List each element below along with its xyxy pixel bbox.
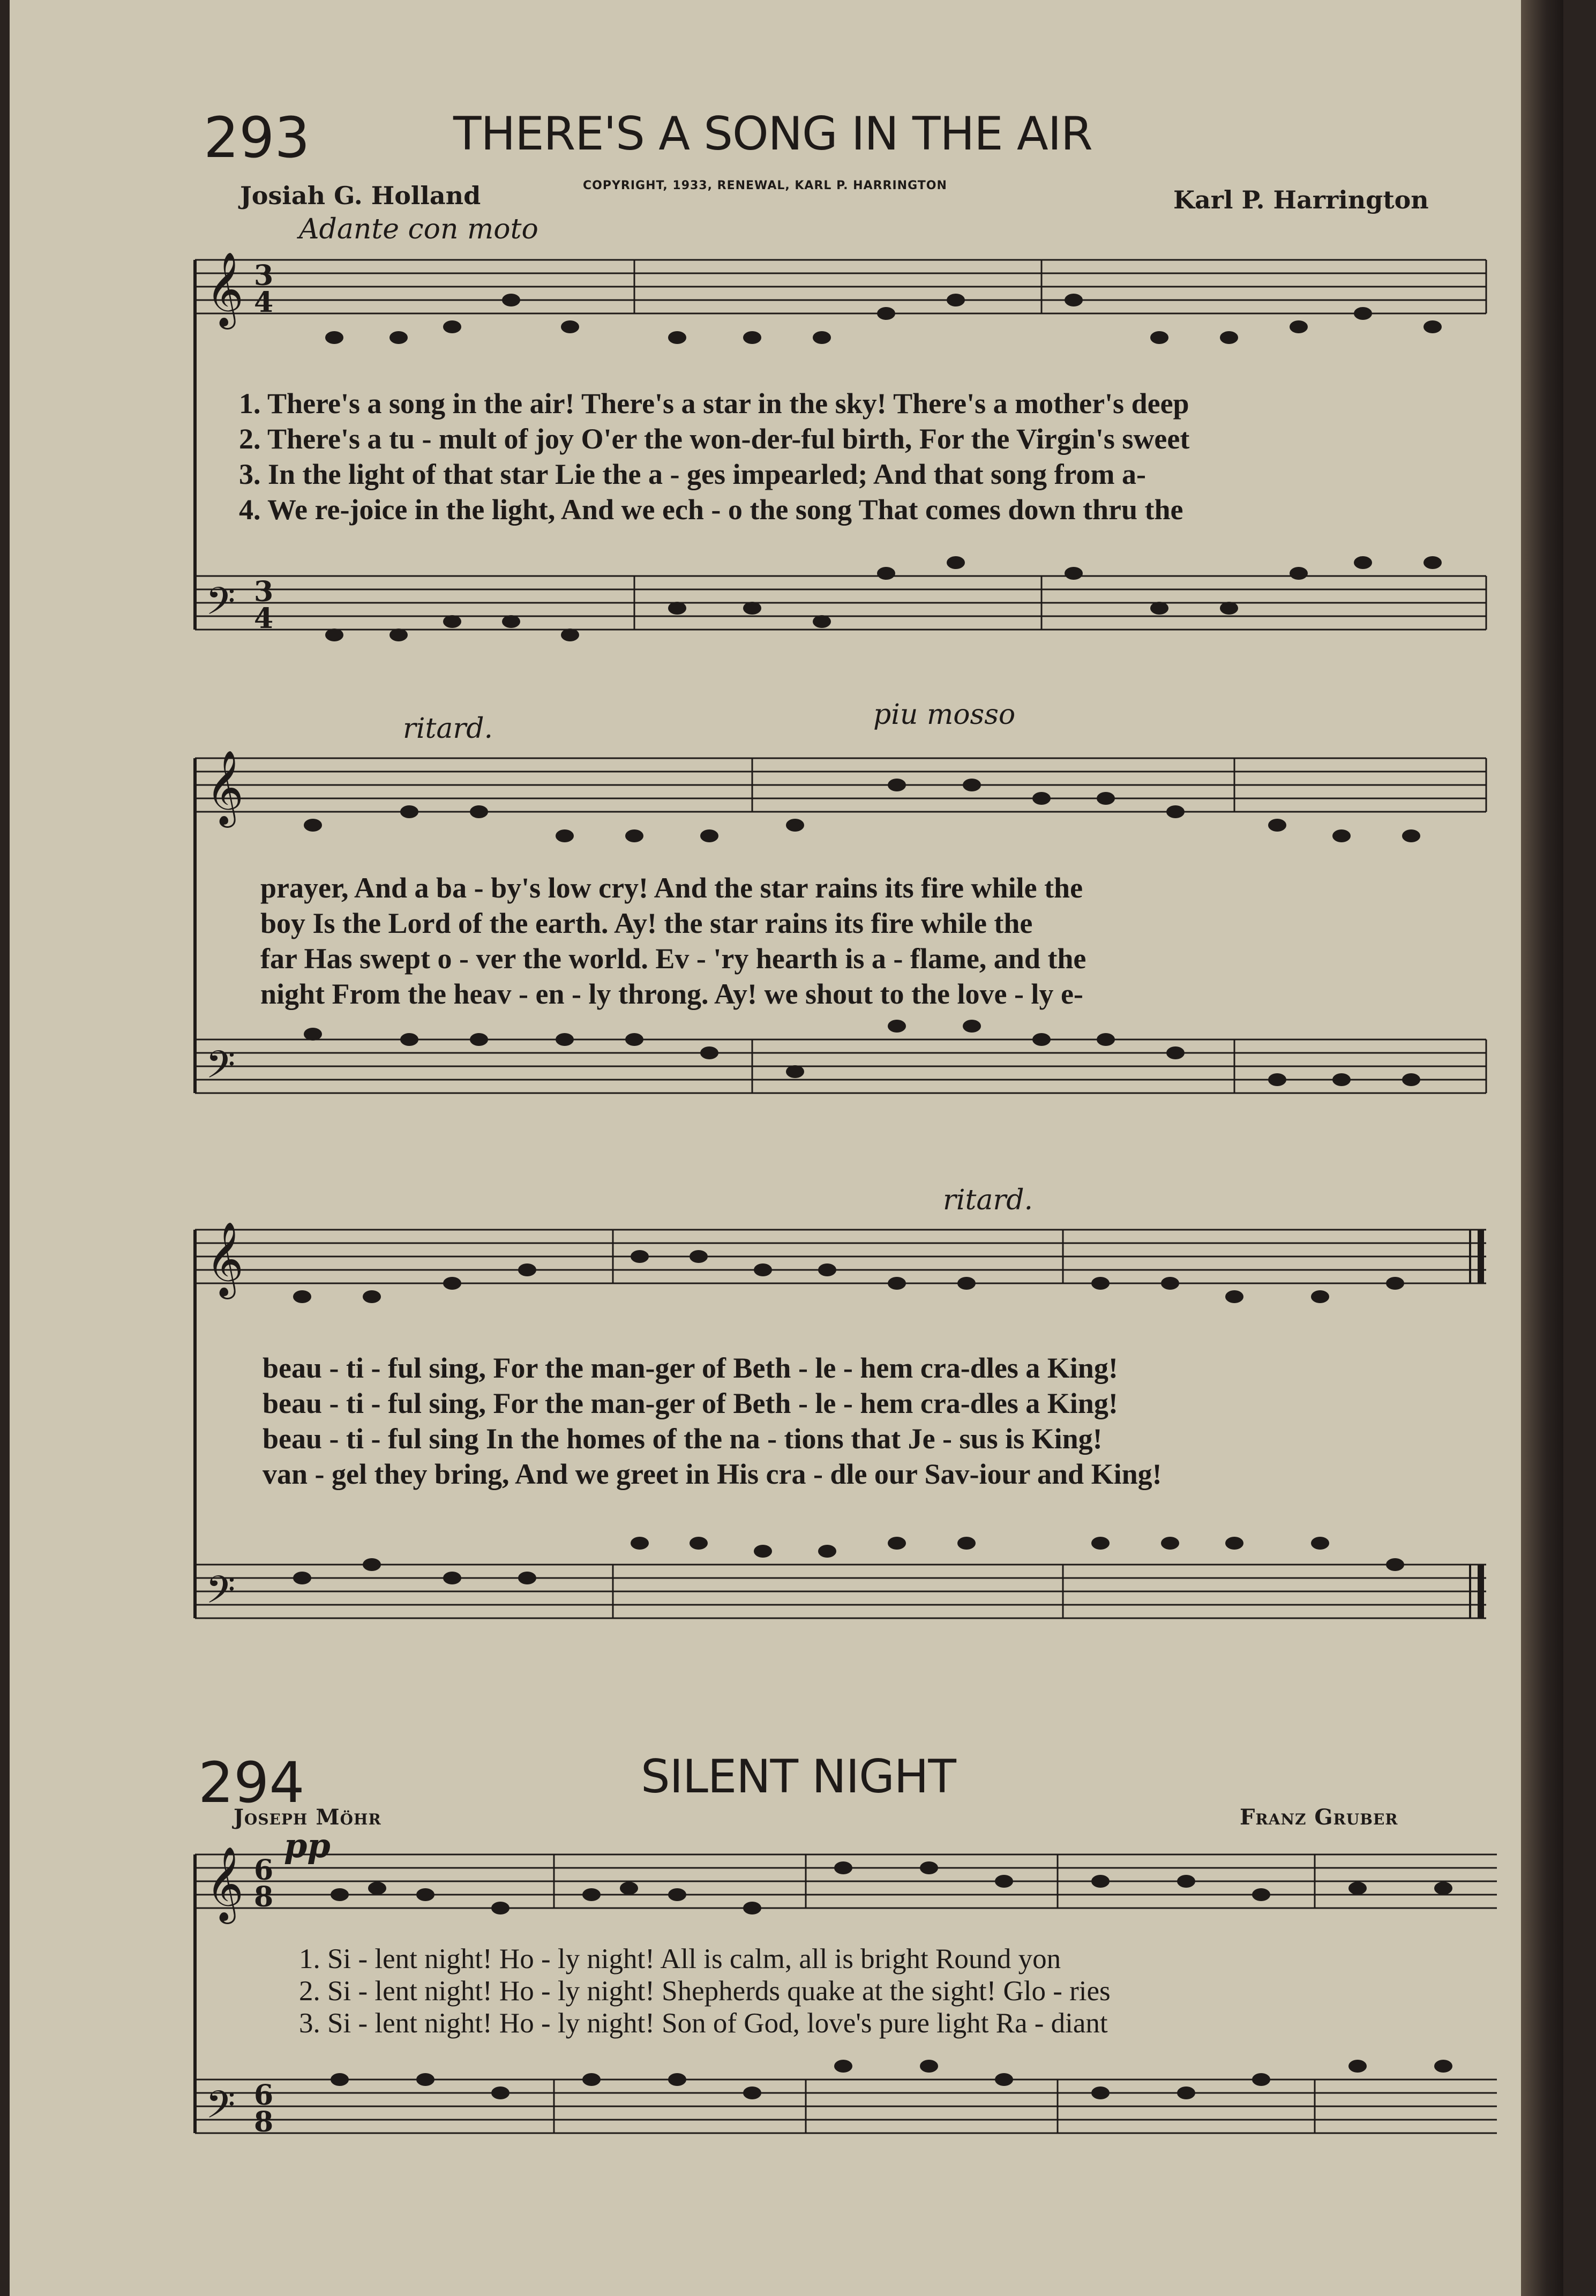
hymnal-page bbox=[10, 0, 1563, 2296]
hymn-294-composer: Franz Gruber bbox=[1240, 1805, 1398, 1830]
svg-text:𝄢: 𝄢 bbox=[206, 579, 236, 633]
hymn-293-verse-3-line-3: beau - ti - ful sing In the homes of the na - tions that Je - sus is King! bbox=[263, 1423, 1103, 1455]
hymn-294-verse-2: 2. Si - lent night! Ho - ly night! Shepherds quake at the sight! Glo - ries bbox=[299, 1976, 1111, 2007]
hymn-293-verse-1-line-2: prayer, And a ba - by's low cry! And the star rains its fire while the bbox=[260, 872, 1083, 904]
hymn-293-verse-2-line-2: boy Is the Lord of the earth. Ay! the star rains its fire while the bbox=[260, 907, 1033, 939]
hymn-293-number: 293 bbox=[204, 105, 310, 170]
hymn-294-author: Joseph Möhr bbox=[234, 1805, 381, 1830]
svg-text:𝄞: 𝄞 bbox=[206, 1222, 244, 1296]
hymn-293-verse-4-line-3: van - gel they bring, And we greet in His cra - dle our Sav-iour and King! bbox=[263, 1458, 1162, 1490]
hymn-293-verse-3-line-1: 3. In the light of that star Lie the a - ges impearled; And that song from a- bbox=[239, 458, 1146, 490]
svg-text:𝄢: 𝄢 bbox=[206, 2083, 236, 2136]
svg-text:𝄞: 𝄞 bbox=[206, 750, 244, 825]
book-spine-edge bbox=[1521, 0, 1563, 2296]
hymn-293-verse-2-line-3: beau - ti - ful sing, For the man-ger of Beth - le - hem cra-dles a King! bbox=[263, 1387, 1118, 1419]
hymn-294-number: 294 bbox=[198, 1750, 305, 1815]
svg-text:6: 6 bbox=[254, 2079, 274, 2112]
ritard-marking-1: ritard. bbox=[403, 713, 493, 745]
dynamic-pp: pp bbox=[284, 1826, 331, 1865]
hymn-293-copyright: COPYRIGHT, 1933, RENEWAL, KARL P. HARRINGTON bbox=[583, 179, 947, 192]
svg-text:𝄞: 𝄞 bbox=[206, 1846, 244, 1921]
svg-text:3: 3 bbox=[254, 575, 274, 608]
svg-text:4: 4 bbox=[254, 602, 274, 635]
svg-text:3: 3 bbox=[254, 259, 274, 292]
hymn-294-title: SILENT NIGHT bbox=[641, 1750, 956, 1804]
hymn-293-verse-1-line-3: beau - ti - ful sing, For the man-ger of Beth - le - hem cra-dles a King! bbox=[263, 1352, 1118, 1384]
hymn-293-title: THERE'S A SONG IN THE AIR bbox=[453, 107, 1092, 161]
svg-text:𝄞: 𝄞 bbox=[206, 252, 244, 326]
hymn-293-tempo: Adante con moto bbox=[299, 213, 538, 245]
svg-text:𝄢: 𝄢 bbox=[206, 1568, 236, 1621]
hymn-293-verse-2-line-1: 2. There's a tu - mult of joy O'er the won-der-ful birth, For the Virgin's sweet bbox=[239, 423, 1190, 455]
hymn-293-author: Josiah G. Holland bbox=[240, 181, 481, 210]
hymn-293-verse-4-line-2: night From the heav - en - ly throng. Ay! we shout to the love - ly e- bbox=[260, 978, 1083, 1010]
piu-mosso-marking: piu mosso bbox=[873, 699, 1016, 731]
hymn-294-verse-3: 3. Si - lent night! Ho - ly night! Son of God, love's pure light Ra - diant bbox=[299, 2008, 1108, 2039]
hymn-293-verse-1-line-1: 1. There's a song in the air! There's a star in the sky! There's a mother's deep bbox=[239, 387, 1189, 420]
svg-text:8: 8 bbox=[254, 2106, 274, 2138]
hymn-293-composer: Karl P. Harrington bbox=[1173, 185, 1429, 214]
svg-text:8: 8 bbox=[254, 1881, 274, 1913]
svg-text:4: 4 bbox=[254, 286, 274, 319]
svg-text:𝄢: 𝄢 bbox=[206, 1043, 236, 1096]
ritard-marking-2: ritard. bbox=[943, 1184, 1033, 1216]
hymn-294-verse-1: 1. Si - lent night! Ho - ly night! All is calm, all is bright Round yon bbox=[299, 1943, 1061, 1975]
hymn-293-verse-3-line-2: far Has swept o - ver the world. Ev - 'ry hearth is a - flame, and the bbox=[260, 943, 1087, 975]
svg-text:6: 6 bbox=[254, 1854, 274, 1887]
hymn-293-verse-4-line-1: 4. We re-joice in the light, And we ech - o the song That comes down thru the bbox=[239, 493, 1183, 526]
